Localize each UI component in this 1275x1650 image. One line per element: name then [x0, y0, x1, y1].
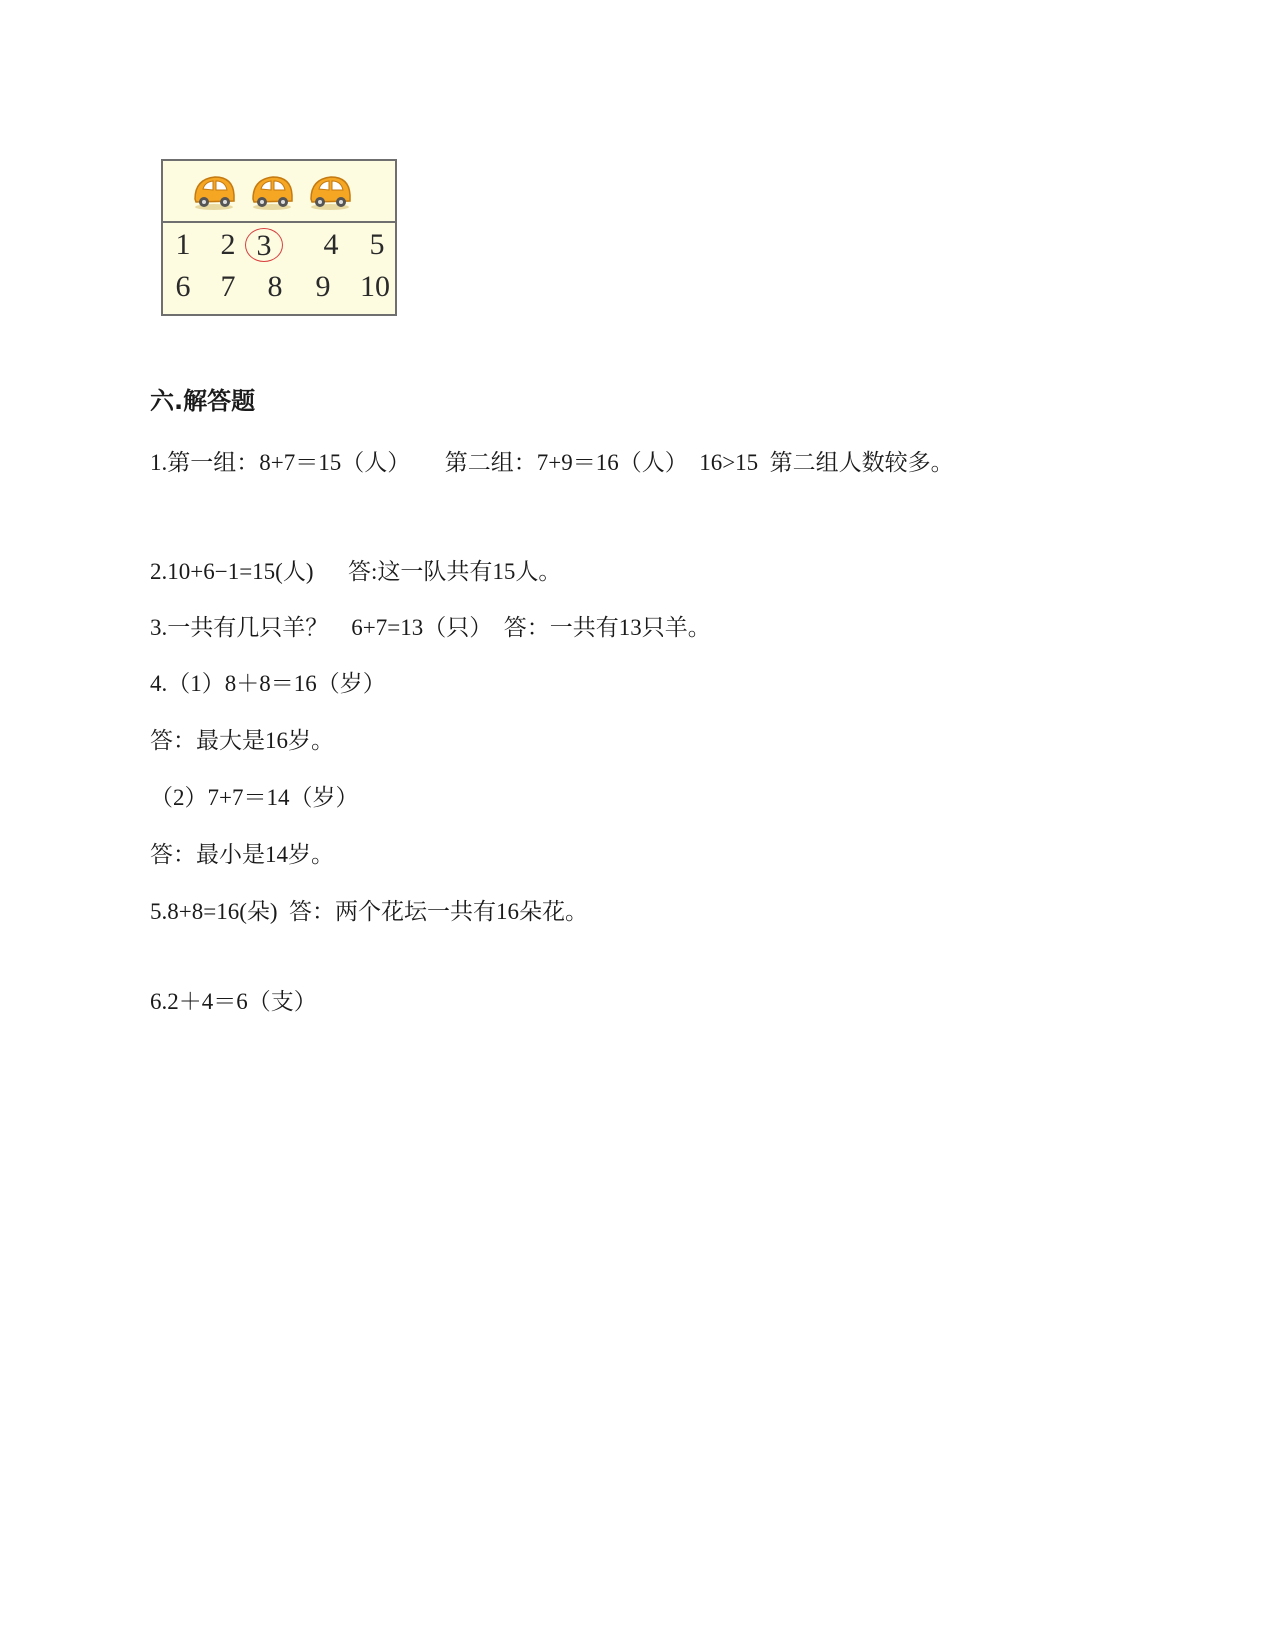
number-row-2 — [163, 267, 395, 307]
number-cell: 2 — [220, 228, 236, 261]
section-title: 六.解答题 — [150, 387, 256, 415]
answer-6: 6.2＋4＝6（支） — [150, 989, 317, 1014]
circled-number: 3 — [245, 228, 283, 262]
number-row-1 — [163, 225, 395, 265]
answer-4-reply-2: 答：最小是14岁。 — [150, 842, 334, 867]
number-cell: 1 — [175, 228, 191, 261]
car-row — [163, 161, 395, 223]
number-cell: 8 — [267, 270, 283, 303]
number-line-figure — [161, 159, 397, 316]
answer-4-part-1: 4.（1）8＋8＝16（岁） — [150, 671, 386, 696]
answer-4-part-2: （2）7+7＝14（岁） — [150, 785, 359, 810]
answer-4-reply-1: 答：最大是16岁。 — [150, 728, 334, 753]
car-icon — [307, 171, 353, 211]
car-icon — [191, 171, 237, 211]
number-cell: 6 — [175, 270, 191, 303]
car-icon — [249, 171, 295, 211]
number-cell: 4 — [323, 228, 339, 261]
number-cell: 5 — [369, 228, 385, 261]
number-cell: 9 — [315, 270, 331, 303]
answer-2: 2.10+6−1=15(人) 答:这一队共有15人。 — [150, 559, 562, 584]
answer-5: 5.8+8=16(朵) 答：两个花坛一共有16朵花。 — [150, 899, 589, 924]
number-cell: 10 — [360, 270, 390, 303]
answer-3: 3.一共有几只羊？ 6+7=13（只） 答：一共有13只羊。 — [150, 615, 711, 640]
number-cell: 7 — [220, 270, 236, 303]
answer-1: 1.第一组：8+7＝15（人） 第二组：7+9＝16（人） 16>15 第二组人数较多。 — [150, 450, 954, 475]
